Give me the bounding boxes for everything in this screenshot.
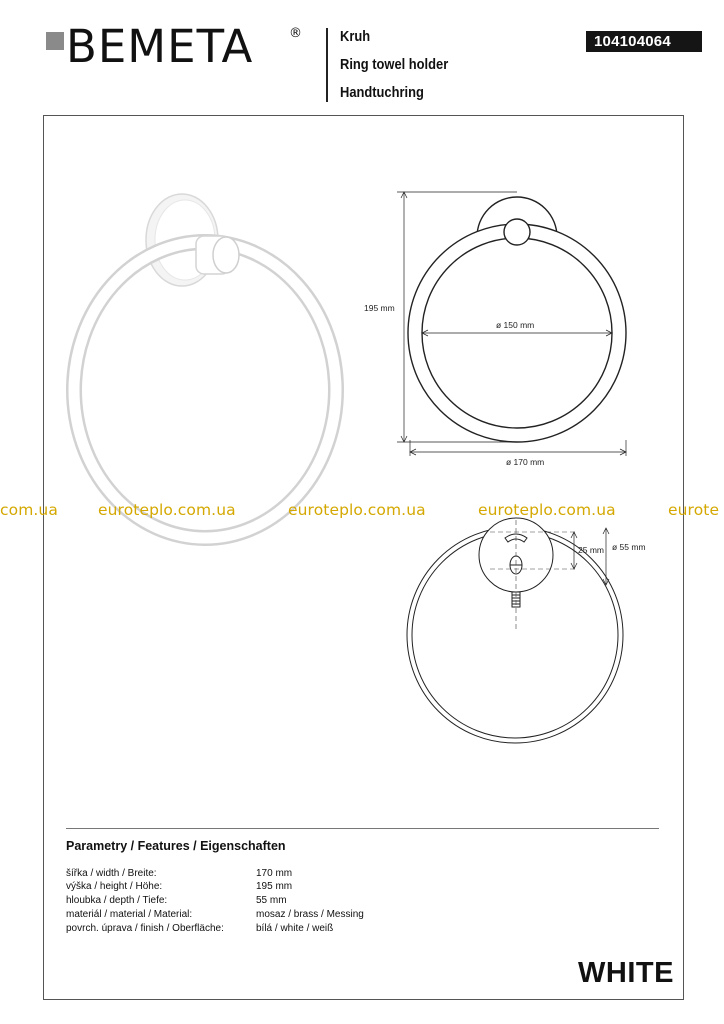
spec-label: šířka / width / Breite: bbox=[66, 868, 157, 879]
product-name-en: Ring towel holder bbox=[340, 56, 449, 73]
spec-value: mosaz / brass / Messing bbox=[256, 909, 364, 920]
outer-diameter-label: ø 170 mm bbox=[506, 457, 545, 467]
registered-mark: ® bbox=[289, 26, 302, 41]
product-code: 104104064 bbox=[586, 31, 702, 52]
spec-label: hloubka / depth / Tiefe: bbox=[66, 895, 168, 906]
spec-value: bílá / white / weiß bbox=[256, 923, 334, 934]
spec-label: výška / height / Höhe: bbox=[66, 881, 163, 892]
features-title: Parametry / Features / Eigenschaften bbox=[66, 839, 286, 853]
watermark-text: com.ua bbox=[0, 501, 58, 519]
finish-color-label: WHITE bbox=[578, 957, 674, 989]
watermark-text: euroteplo.com.ua bbox=[288, 501, 426, 519]
spec-value: 195 mm bbox=[256, 881, 293, 892]
height-dimension-label: 195 mm bbox=[364, 303, 395, 313]
product-name-cz: Kruh bbox=[340, 28, 371, 45]
watermark-text: euroteplo.com.ua bbox=[98, 501, 236, 519]
features-divider bbox=[66, 828, 659, 829]
spec-label: povrch. úprava / finish / Oberfläche: bbox=[66, 923, 224, 934]
mount-diameter-label: ø 55 mm bbox=[612, 542, 646, 552]
mount-offset-label: 25 mm bbox=[578, 545, 604, 555]
watermark-text: eurote bbox=[668, 501, 720, 519]
side-view-dimensions bbox=[571, 528, 609, 585]
spec-label: materiál / material / Material: bbox=[66, 909, 193, 920]
watermark-text: euroteplo.com.ua bbox=[478, 501, 616, 519]
product-name-de: Handtuchring bbox=[340, 84, 424, 101]
product-photo bbox=[74, 194, 336, 538]
brand-logo: BEMETA bbox=[66, 20, 254, 73]
inner-diameter-label: ø 150 mm bbox=[496, 320, 535, 330]
spec-value: 170 mm bbox=[256, 868, 293, 879]
spec-value: 55 mm bbox=[256, 895, 287, 906]
